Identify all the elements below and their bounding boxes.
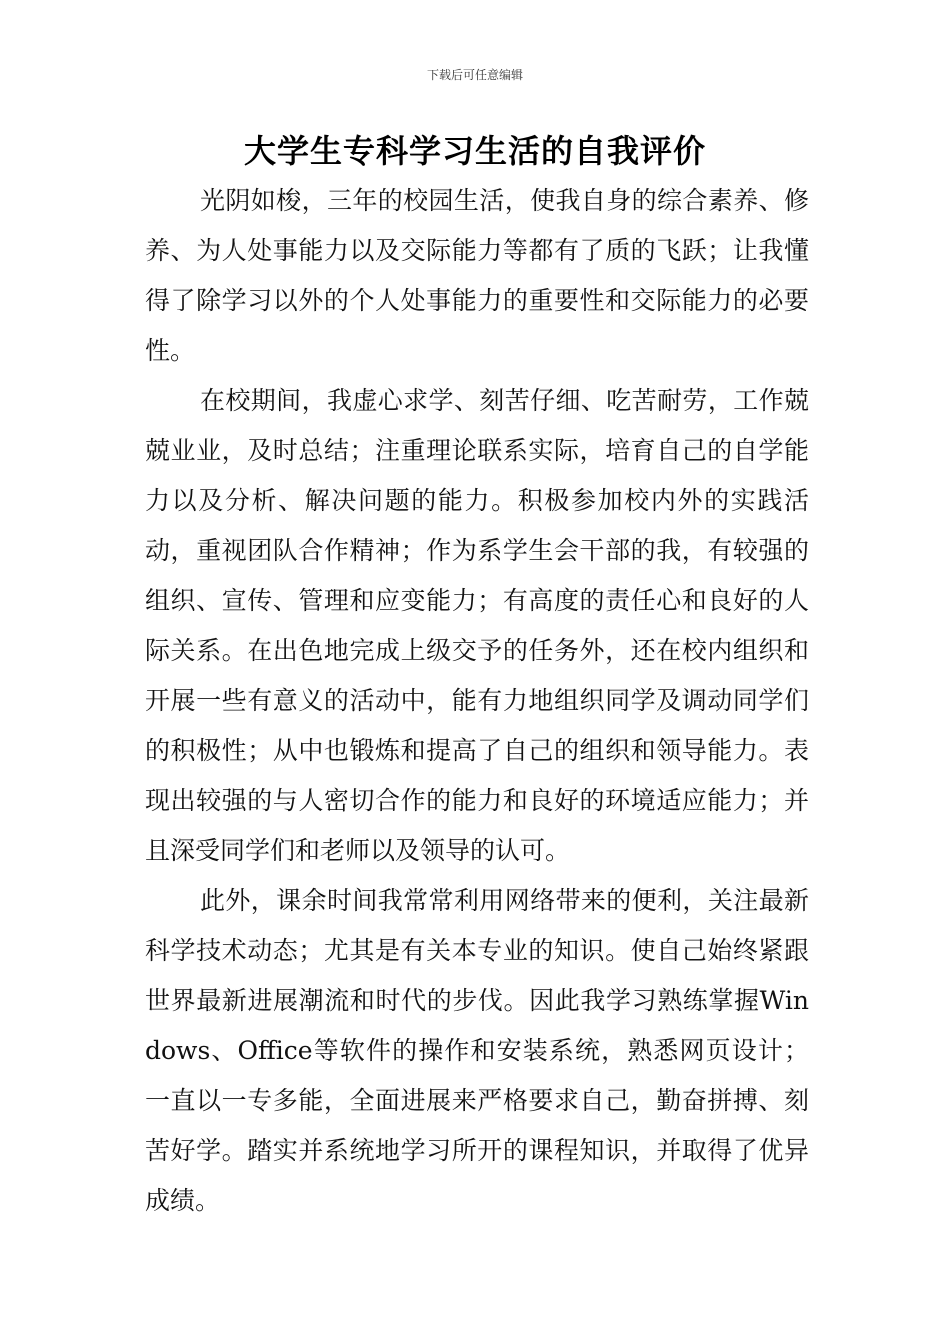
header-note: 下载后可任意编辑	[426, 68, 523, 82]
page-title: 大学生专科学习生活的自我评价	[243, 132, 706, 170]
document-body	[145, 176, 809, 1226]
paragraph-2: 在校期间，我虚心求学、刻苦仔细、吃苦耐劳，工作兢兢业业，及时总结；注重理论联系实际，培育自己的自学能力以及分析、解决问题的能力。积极参加校内外的实践活动，重视团队合作精神；作为系学生会干部的我，有较强的组织、宣传、管理和应变能力；有高度的责任心和良好的人际关系。在出色地完成上级交予的任务外，还在校内组织和开展一些有意义的活动中，能有力地组织同学及调动同学们的积极性；从中也锻炼和提高了自己的组织和领导能力。表现出较强的与人密切合作的能力和良好的环境适应能力；并且深受同学们和老师以及领导的认可。	[145, 386, 809, 865]
paragraph-3: 此外，课余时间我常常利用网络带来的便利，关注最新科学技术动态；尤其是有关本专业的知识。使自己始终紧跟世界最新进展潮流和时代的步伐。因此我学习熟练掌握Windows、Office等软件的操作和安装系统，熟悉网页设计；一直以一专多能，全面进展来严格要求自己，勤奋拼搏、刻苦好学。踏实并系统地学习所开的课程知识，并取得了优异成绩。	[145, 886, 809, 1215]
paragraph-1: 光阴如梭，三年的校园生活，使我自身的综合素养、修养、为人处事能力以及交际能力等都有了质的飞跃；让我懂得了除学习以外的个人处事能力的重要性和交际能力的必要性。	[145, 186, 809, 365]
